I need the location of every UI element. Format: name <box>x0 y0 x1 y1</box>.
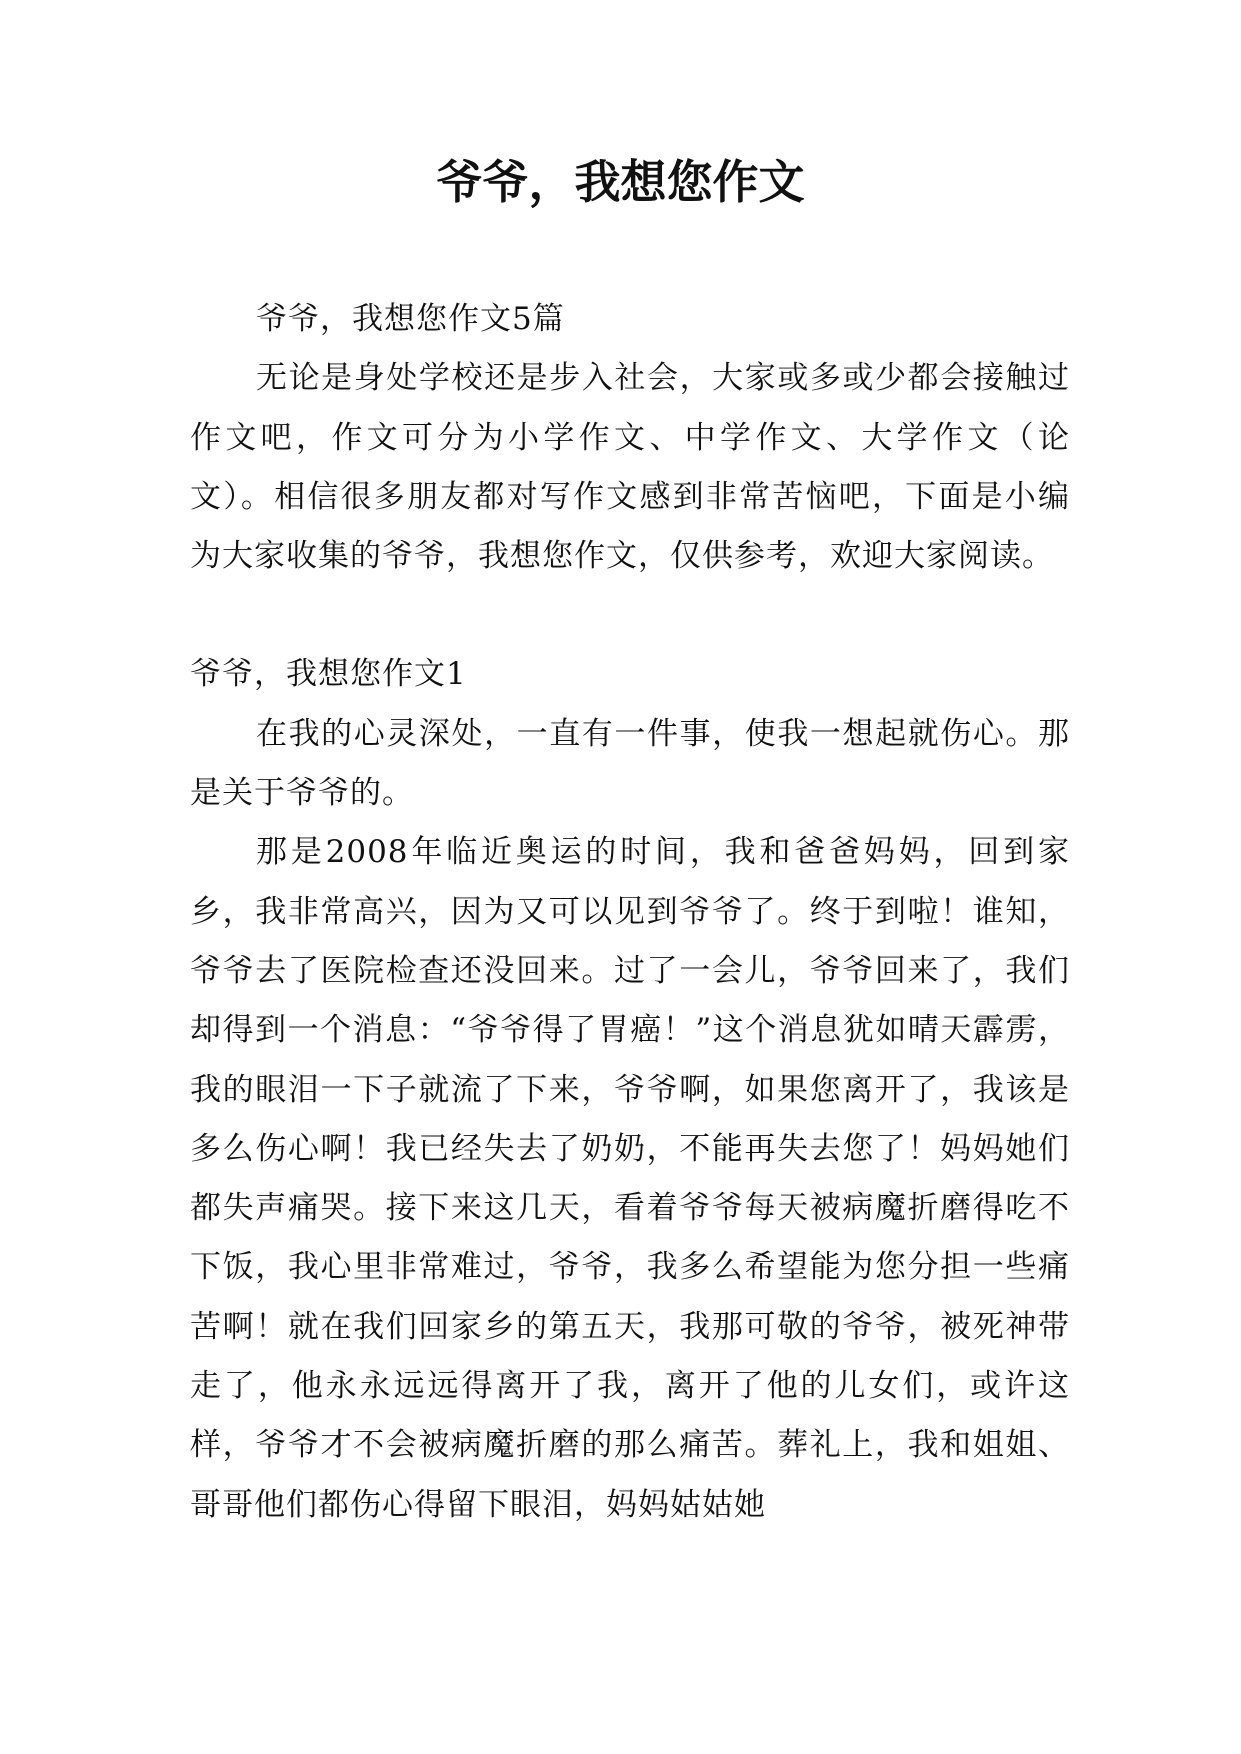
section-heading: 爷爷，我想您作文1 <box>190 656 467 693</box>
document-title: 爷爷，我想您作文 <box>436 155 805 209</box>
body-paragraph: 在我的心灵深处，一直有一件事，使我一想起就伤心。那是关于爷爷的。 <box>190 715 1070 812</box>
document-body <box>190 290 1070 1535</box>
section-spacer <box>190 586 1070 645</box>
body-paragraph: 那是2008年临近奥运的时间，我和爸爸妈妈，回到家乡，我非常高兴，因为又可以见到爷爷了。终于到啦！谁知，爷爷去了医院检查还没回来。过了一会儿，爷爷回来了，我们却得到一个消息：“爷爷得了胃癌！”这个消息犹如晴天霹雳，我的眼泪一下子就流了下来，爷爷啊，如果您离开了，我该是多么伤心啊！我已经失去了奶奶，不能再失去您了！妈妈她们都失声痛哭。接下来这几天，看着爷爷每天被病魔折磨得吃不下饭，我心里非常难过，爷爷，我多么希望能为您分担一些痛苦啊！就在我们回家乡的第五天，我那可敬的爷爷，被死神带走了，他永永远远得离开了我，离开了他的儿女们，或许这样，爷爷才不会被病魔折磨的那么痛苦。葬礼上，我和姐姐、哥哥他们都伤心得留下眼泪，妈妈姑姑她 <box>190 834 1070 1523</box>
intro-paragraph: 无论是身处学校还是步入社会，大家或多或少都会接触过作文吧，作文可分为小学作文、中学作文、大学作文（论文）。相信很多朋友都对写作文感到非常苦恼吧，下面是小编为大家收集的爷爷，我想您作文，仅供参考，欢迎大家阅读。 <box>190 360 1070 575</box>
intro-heading: 爷爷，我想您作文5篇 <box>256 301 565 337</box>
